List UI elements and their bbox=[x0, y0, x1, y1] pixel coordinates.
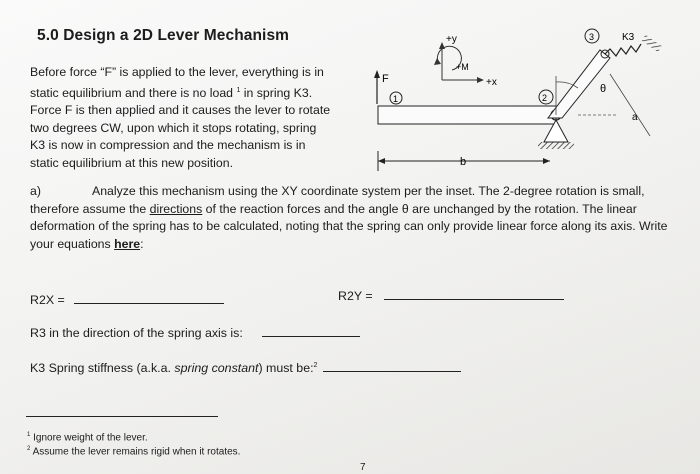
r2x-label: R2X = bbox=[30, 293, 65, 307]
dim-b-label: b bbox=[460, 156, 467, 168]
lever-bar bbox=[378, 106, 556, 124]
r3-answer-line[interactable] bbox=[262, 335, 360, 337]
force-arrowhead-icon bbox=[374, 70, 380, 78]
footnote-2-mark: 2 bbox=[27, 446, 31, 452]
x-arrowhead-icon bbox=[477, 77, 484, 83]
footnote-ref-2: 2 bbox=[313, 361, 318, 369]
intro-line-5: K3 is now in compression and the mechanism is in bbox=[30, 138, 306, 153]
intro-line-2a: static equilibrium and there is no load bbox=[30, 85, 234, 100]
intro-line-4: two degrees CW, upon which it stops rotating, spring bbox=[30, 120, 317, 135]
dim-a-label: a bbox=[632, 112, 638, 123]
k3-label-1: K3 Spring stiffness (a.k.a. bbox=[30, 361, 175, 375]
footnote-2 bbox=[27, 446, 240, 457]
r2y-label: R2Y = bbox=[338, 289, 373, 303]
r3-label: R3 in the direction of the spring axis is: bbox=[30, 326, 243, 340]
node-1-label: 1 bbox=[393, 94, 399, 104]
r2y-field bbox=[338, 289, 564, 303]
footnote-ref-1: 1 bbox=[236, 86, 241, 94]
page-mark: 7 bbox=[360, 462, 366, 473]
r2x-answer-line[interactable] bbox=[74, 302, 224, 304]
footnote-1-mark: 1 bbox=[27, 432, 31, 438]
theta-label: θ bbox=[600, 83, 607, 95]
question-tag: a) bbox=[30, 184, 41, 198]
k3-field bbox=[30, 361, 461, 375]
r2y-answer-line[interactable] bbox=[384, 298, 564, 300]
question-colon: : bbox=[140, 236, 144, 251]
k3-label-2: ) must be: bbox=[258, 361, 314, 375]
lever-mechanism-diagram bbox=[360, 18, 680, 178]
k3-answer-line[interactable] bbox=[323, 370, 461, 372]
footnote-1-text: Ignore weight of the lever. bbox=[33, 432, 148, 444]
intro-line-2b: in spring K3. bbox=[243, 85, 313, 100]
ground-hatch bbox=[538, 142, 574, 149]
here-link: here bbox=[114, 236, 141, 251]
dim-b-arrow-right-icon bbox=[543, 158, 550, 164]
intro-line-6: static equilibrium at this new position. bbox=[30, 156, 233, 171]
spring-label: K3 bbox=[622, 32, 635, 43]
extra-answer-line[interactable] bbox=[26, 415, 218, 417]
problem-description bbox=[30, 64, 360, 173]
intro-line-2 bbox=[30, 82, 360, 103]
directions-link: directions bbox=[149, 201, 203, 216]
question-text-2: of the reaction forces and the angle θ are unchanged by the rotation. The linear deformation of the spring has to be calculated, noting that the spring can only provide linear force along its axis. Write your equations bbox=[30, 201, 668, 251]
footnote-2-text: Assume the lever remains rigid when it rotates. bbox=[32, 446, 241, 458]
spring-wall-hatch bbox=[642, 35, 662, 52]
r3-field bbox=[30, 326, 360, 340]
footnote-1 bbox=[27, 432, 148, 443]
moment-arrowhead-icon bbox=[434, 58, 441, 65]
dim-b-arrow-left-icon bbox=[378, 158, 385, 164]
axis-y-label: +y bbox=[446, 34, 457, 45]
k3-label-italic: spring constant bbox=[174, 361, 259, 375]
force-label: F bbox=[382, 73, 389, 85]
coordinate-inset bbox=[434, 34, 497, 88]
spring-k3 bbox=[605, 44, 641, 56]
question-text-1: Analyze this mechanism using the XY coordinate system per the inset. The 2-degree rotation is small, therefore assume the bbox=[30, 184, 645, 216]
question-a bbox=[30, 183, 682, 253]
force-arrow bbox=[374, 70, 402, 104]
section-title: 5.0 Design a 2D Lever Mechanism bbox=[37, 27, 290, 44]
intro-line-3: Force F is then applied and it causes the lever to rotate bbox=[30, 103, 331, 118]
r2x-field bbox=[30, 293, 224, 307]
intro-line-1: Before force “F” is applied to the lever, everything is in bbox=[30, 65, 324, 79]
node-2-label: 2 bbox=[542, 93, 548, 103]
axis-x-label: +x bbox=[486, 77, 497, 88]
moment-label: +M bbox=[456, 62, 469, 72]
node-3-label: 3 bbox=[589, 32, 595, 42]
dimension-a-line bbox=[610, 74, 650, 136]
